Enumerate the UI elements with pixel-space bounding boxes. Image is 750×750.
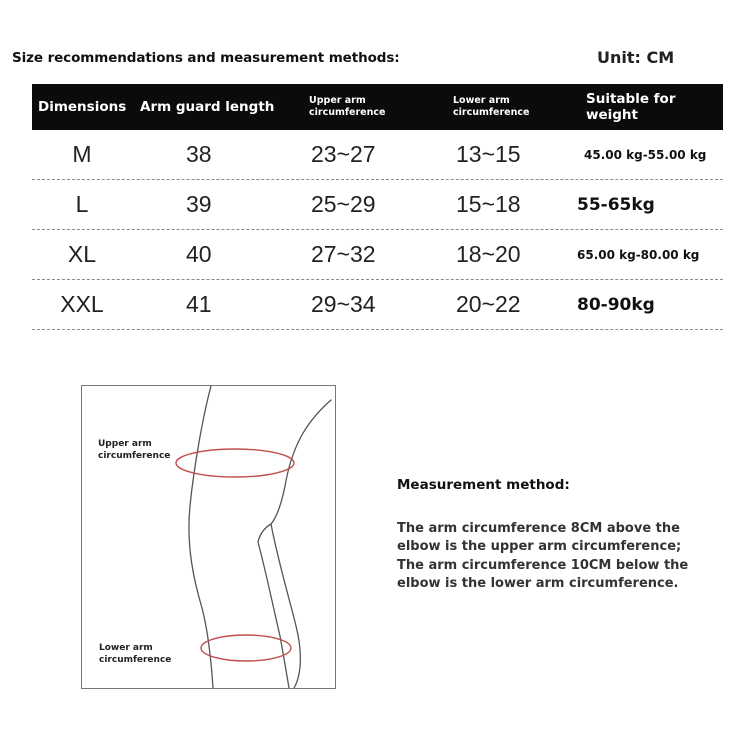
- cell-length: 40: [186, 241, 212, 267]
- arm-outline-left: [189, 386, 213, 688]
- header-arm-guard-length: Arm guard length: [140, 99, 275, 115]
- cell-size: M: [72, 141, 92, 167]
- upper-arm-label-line1: Upper arm: [98, 439, 152, 449]
- header-upper-arm-line2: circumference: [309, 107, 386, 118]
- cell-size: XXL: [60, 291, 104, 317]
- table-row: [32, 280, 723, 330]
- cell-weight: 80-90kg: [577, 294, 655, 315]
- cell-length: 39: [186, 191, 212, 217]
- measurement-method-title: Measurement method:: [397, 477, 570, 493]
- arm-measurement-diagram: [81, 385, 336, 689]
- method-line: elbow is the upper arm circumference;: [397, 539, 682, 555]
- table-header-row: [32, 84, 723, 130]
- cell-lower-arm: 13~15: [456, 141, 521, 167]
- cell-lower-arm: 15~18: [456, 191, 521, 217]
- lower-arm-label-line2: circumference: [99, 655, 172, 665]
- upper-arm-ring: [176, 449, 294, 477]
- cell-size: XL: [67, 241, 97, 267]
- page-title: Size recommendations and measurement methods:: [12, 50, 400, 66]
- table-row: [32, 230, 723, 280]
- header-lower-arm-line2: circumference: [453, 107, 530, 118]
- header-lower-arm-circumference: [453, 84, 529, 130]
- header-upper-arm-circumference: [309, 84, 385, 130]
- lower-arm-ring: [201, 635, 291, 661]
- size-table: [32, 84, 723, 330]
- header-upper-arm-line1: Upper arm: [309, 95, 366, 106]
- method-line: The arm circumference 10CM below the: [397, 557, 689, 573]
- arm-outline-right: [271, 400, 331, 688]
- cell-lower-arm: 18~20: [456, 241, 521, 267]
- upper-arm-label-line2: circumference: [98, 451, 171, 461]
- method-line: elbow is the lower arm circumference.: [397, 575, 679, 591]
- table-row: [32, 130, 723, 180]
- lower-arm-label-line1: Lower arm: [99, 643, 153, 653]
- cell-length: 38: [186, 141, 212, 167]
- unit-label: Unit: CM: [597, 48, 675, 67]
- cell-lower-arm: 20~22: [456, 291, 521, 317]
- cell-upper-arm: 29~34: [311, 291, 376, 317]
- measurement-method-text: [397, 520, 742, 593]
- forearm-inner-contour: [258, 542, 289, 688]
- lower-arm-label: [99, 642, 171, 666]
- upper-arm-label: [98, 438, 170, 462]
- elbow-crease: [258, 524, 271, 542]
- cell-upper-arm: 25~29: [311, 191, 376, 217]
- method-line: The arm circumference 8CM above the: [397, 521, 680, 536]
- table-row: [32, 180, 723, 230]
- cell-weight: 55-65kg: [577, 194, 655, 215]
- header-suitable-weight: Suitable for weight: [586, 91, 676, 123]
- cell-upper-arm: 27~32: [311, 241, 376, 267]
- cell-upper-arm: 23~27: [311, 141, 376, 167]
- cell-weight: 45.00 kg-55.00 kg: [584, 147, 707, 162]
- header-lower-arm-line1: Lower arm: [453, 95, 510, 106]
- cell-weight: 65.00 kg-80.00 kg: [577, 247, 700, 262]
- cell-length: 41: [186, 291, 212, 317]
- header-dimensions: Dimensions: [38, 99, 127, 115]
- cell-size: L: [75, 191, 89, 217]
